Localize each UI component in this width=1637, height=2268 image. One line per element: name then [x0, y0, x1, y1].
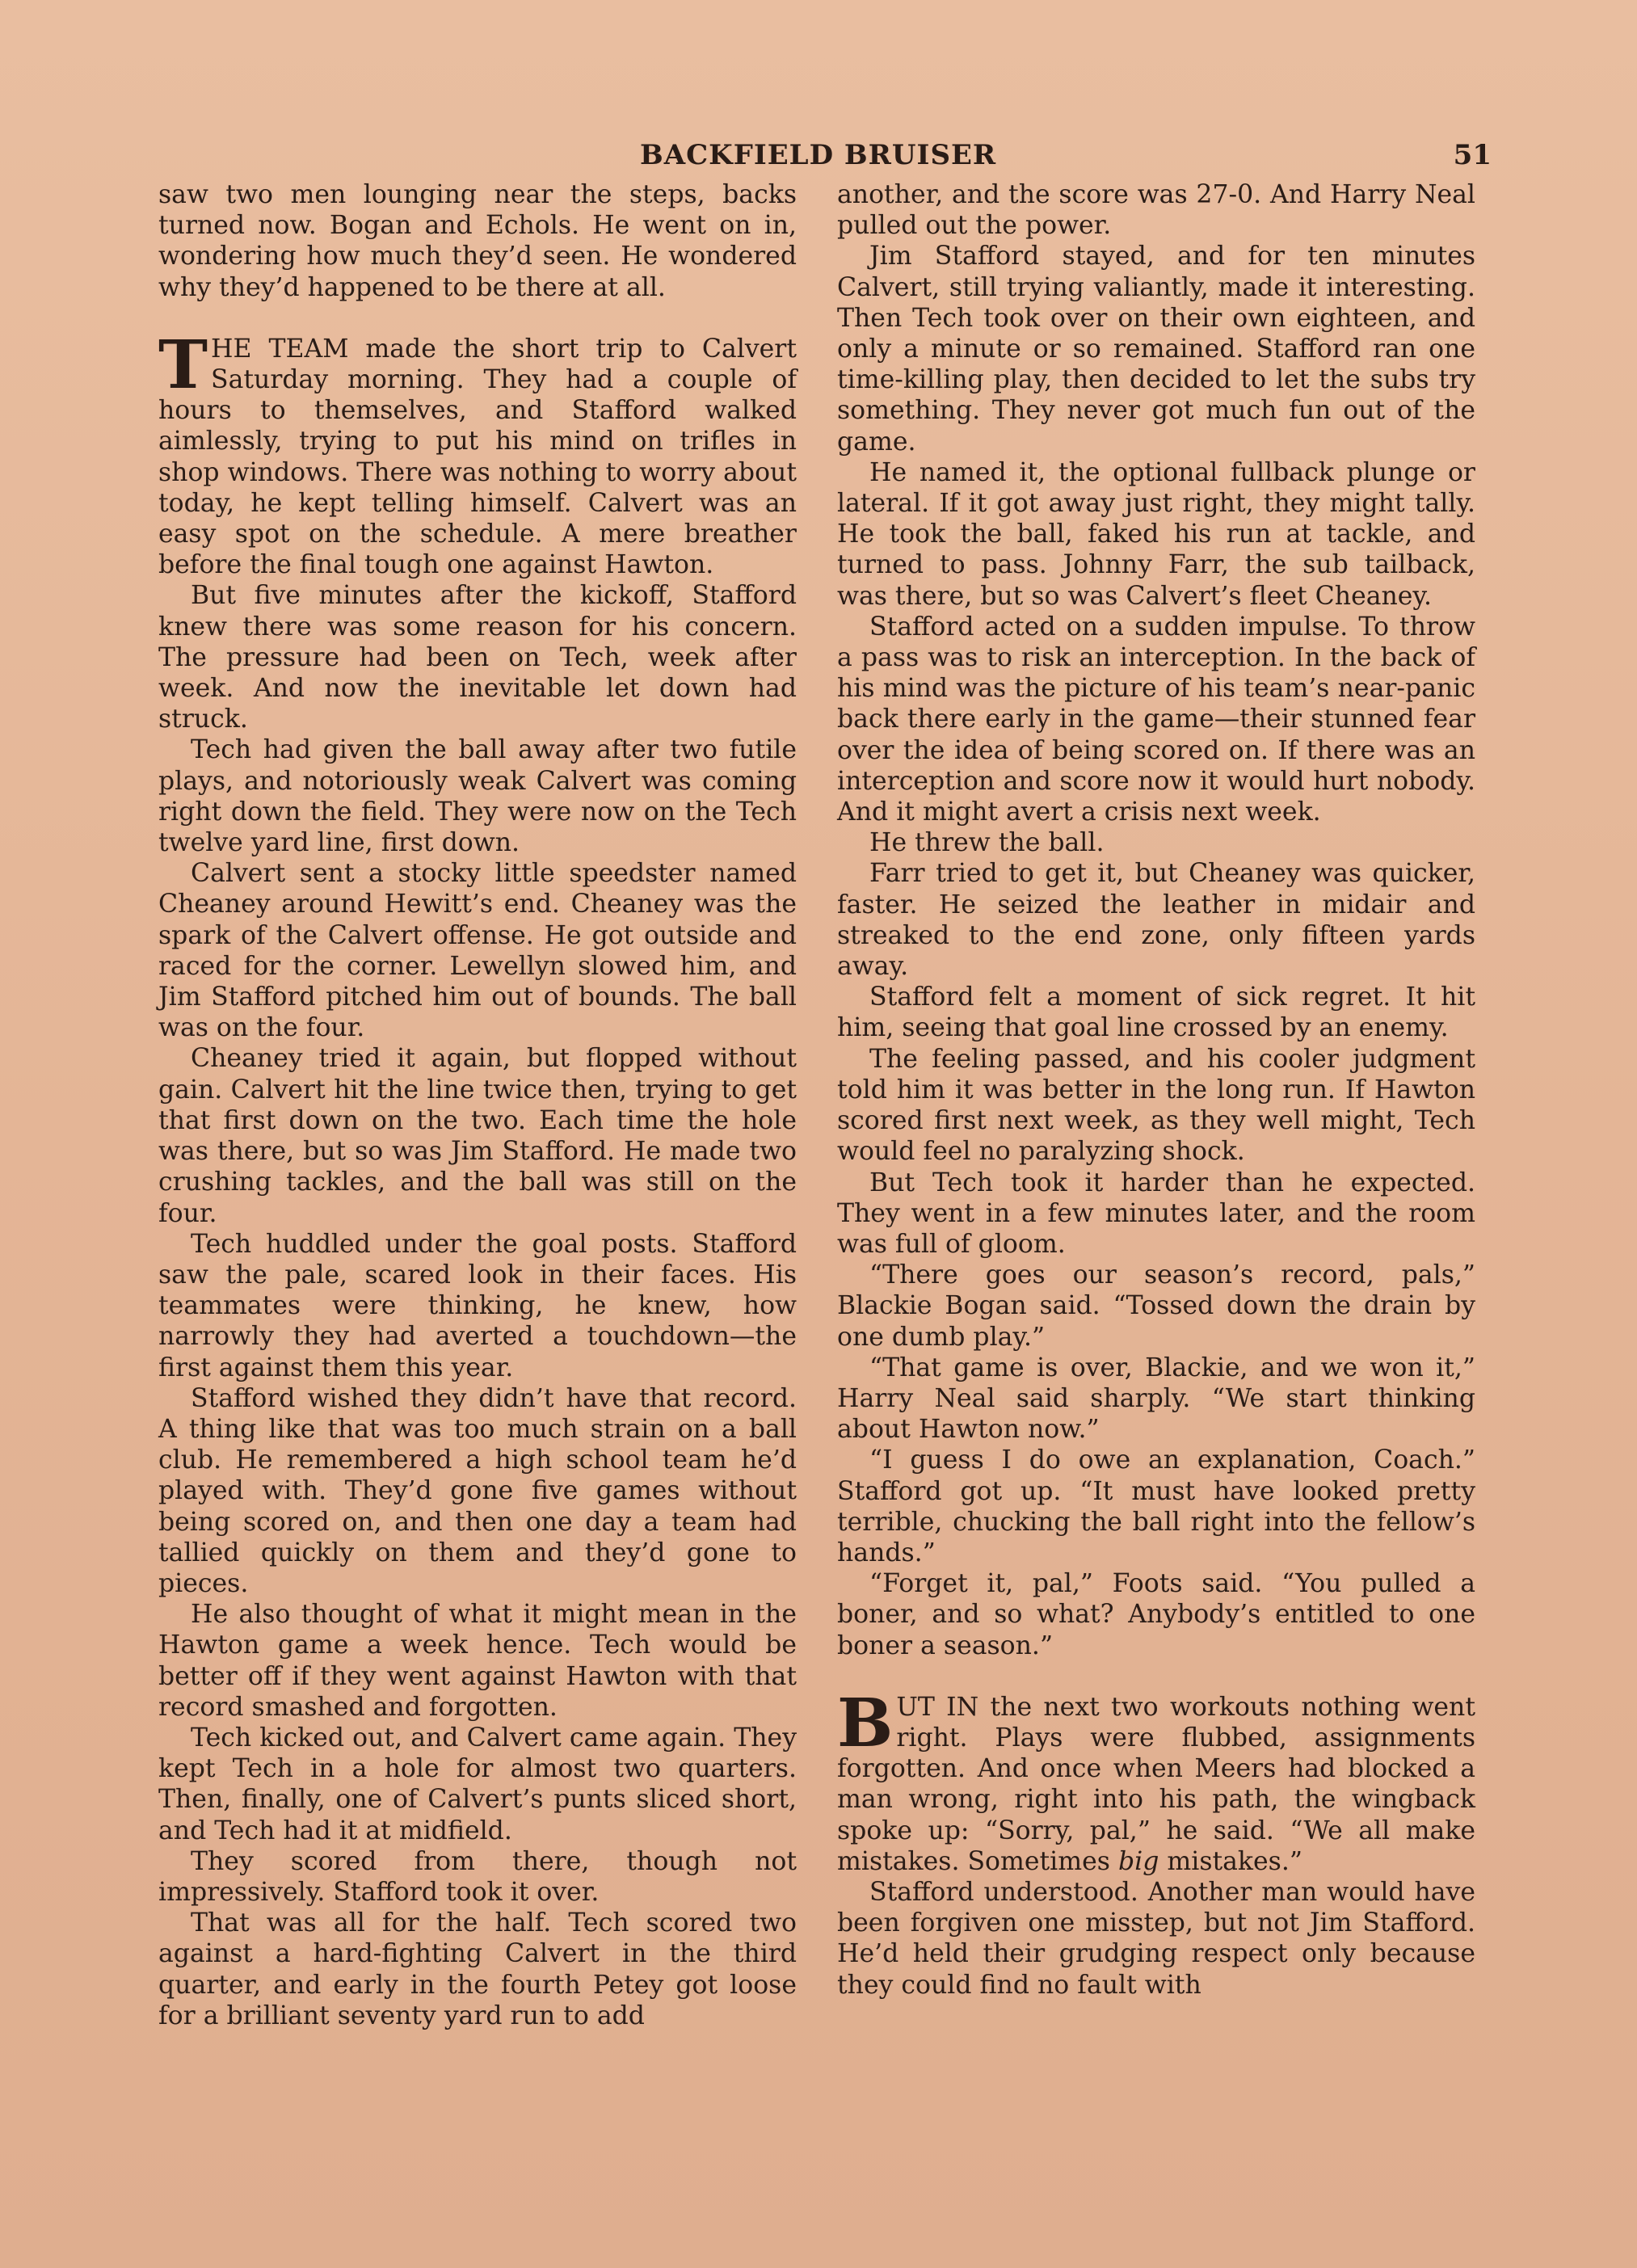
paragraph: The feeling passed, and his cooler judgment told him it was better in the long run. If Hawton scored first next week, as they well might, Tech would feel no paralyzing shock. [837, 1044, 1475, 1167]
paragraph: They scored from there, though not impressively. Stafford took it over. [158, 1846, 797, 1907]
paragraph: “Forget it, pal,” Foots said. “You pulled a boner, and so what? Anybody’s entitled to one boner a season.” [837, 1569, 1475, 1660]
paragraph: saw two men lounging near the steps, backs turned now. Bogan and Echols. He went on in, wondering how much they’d seen. He wondered why they’d happened to be there at all. [158, 180, 797, 302]
paragraph: But five minutes after the kickoff, Stafford knew there was some reason for his concern. The pressure had been on Tech, week after week. And now the inevitable let down had struck. [158, 581, 797, 734]
left-column [158, 179, 797, 2031]
paragraph: Calvert sent a stocky little speedster named Cheaney around Hewitt’s end. Cheaney was the spark of the Calvert offense. He got outside and raced for the corner. Lewellyn slowed him, and Jim Stafford pitched him out of bounds. The ball was on the four. [158, 859, 797, 1043]
paragraph: Stafford understood. Another man would have been forgiven one misstep, but not Jim Stafford. He’d held their grudging respect only because they could find no fault with [837, 1877, 1475, 2000]
emphasis-text: big [1117, 1846, 1159, 1876]
paragraph: Stafford acted on a sudden impulse. To throw a pass was to risk an interception. In the back of his mind was the picture of his team’s near-panic back there early in the game—their stunned fear over the idea of being scored on. If there was an interception and score now it would hurt nobody. And it might avert a crisis next week. [837, 612, 1475, 827]
paragraph: He named it, the optional fullback plunge or lateral. If it got away just right, they might tally. He took the ball, faked his run at tackle, and turned to pass. Johnny Farr, the sub tailback, was there, but so was Calvert’s fleet Cheaney. [837, 457, 1475, 611]
paragraph: another, and the score was 27-0. And Harry Neal pulled out the power. [837, 180, 1475, 241]
paragraph: That was all for the half. Tech scored two against a hard-fighting Calvert in the third quarter, and early in the fourth Petey got loose for a brilliant seventy yard run to add [158, 1908, 797, 2030]
page-number: 51 [1453, 139, 1492, 171]
paragraph: He also thought of what it might mean in the Hawton game a week hence. Tech would be better off if they went against Hawton with that record smashed and forgotten. [158, 1600, 797, 1722]
paragraph: But Tech took it harder than he expected. They went in a few minutes later, and the room was full of gloom. [837, 1168, 1475, 1259]
running-title: BACKFIELD BRUISER [640, 139, 997, 171]
paragraph: Tech had given the ball away after two futile plays, and notoriously weak Calvert was coming right down the field. They were now on the Tech twelve yard line, first down. [158, 735, 797, 858]
paragraph: Stafford felt a moment of sick regret. It hit him, seeing that goal line crossed by an enemy. [837, 983, 1475, 1043]
paragraph: Farr tried to get it, but Cheaney was quicker, faster. He seized the leather in midair and streaked to the end zone, only fifteen yards away. [837, 859, 1475, 982]
paragraph-text: UT IN the next two workouts nothing went right. Plays were flubbed, assignments forgotten. And once when Meers had blocked a man wrong, right into his path, the wingback spoke up: “Sorry, pal,” he said. “We all make mistakes. Sometimes [837, 1692, 1475, 1876]
section-opening-paragraph [158, 326, 797, 581]
paragraph: “That game is over, Blackie, and we won it,” Harry Neal said sharply. “We start thinking about Hawton now.” [837, 1353, 1475, 1445]
paragraph: Tech huddled under the goal posts. Stafford saw the pale, scared look in their faces. His teammates were thinking, he knew, how narrowly they had averted a touchdown—the first against them this year. [158, 1229, 797, 1382]
paragraph: “There goes our season’s record, pals,” Blackie Bogan said. “Tossed down the drain by one dumb play.” [837, 1260, 1475, 1352]
drop-cap: T [158, 326, 208, 404]
section-opening-paragraph [837, 1684, 1475, 1877]
drop-cap: B [837, 1684, 894, 1762]
right-column [837, 179, 1475, 2001]
paragraph-text: HE TEAM made the short trip to Calvert Saturday morning. They had a couple of hours to themselves, and Stafford walked aimlessly, trying to put his mind on trifles in shop windows. There was nothing to worry about today, he kept telling himself. Calvert was an easy spot on the schedule. A mere breather before the final tough one against Hawton. [158, 334, 797, 580]
paragraph: He threw the ball. [869, 828, 1105, 858]
paragraph-text: mistakes.” [1159, 1846, 1302, 1876]
paragraph: Stafford wished they didn’t have that record. A thing like that was too much strain on a ball club. He remembered a high school team he’d played with. They’d gone five games without being scored on, and then one day a team had tallied quickly on them and they’d gone to pieces. [158, 1383, 797, 1598]
paragraph: Tech kicked out, and Calvert came again. They kept Tech in a hole for almost two quarters. Then, finally, one of Calvert’s punts sliced short, and Tech had it at midfield. [158, 1723, 797, 1845]
paragraph: Cheaney tried it again, but flopped without gain. Calvert hit the line twice then, trying to get that first down on the two. Each time the hole was there, but so was Jim Stafford. He made two crushing tackles, and the ball was still on the four. [158, 1044, 797, 1228]
page-header [640, 139, 1492, 181]
paragraph: “I guess I do owe an explanation, Coach.” Stafford got up. “It must have looked pretty terrible, chucking the ball right into the fellow’s hands.” [837, 1445, 1475, 1567]
paragraph: Jim Stafford stayed, and for ten minutes Calvert, still trying valiantly, made it interesting. Then Tech took over on their own eighteen, and only a minute or so remained. Stafford ran one time-killing play, then decided to let the subs try something. They never got much fun out of the game. [837, 242, 1475, 457]
